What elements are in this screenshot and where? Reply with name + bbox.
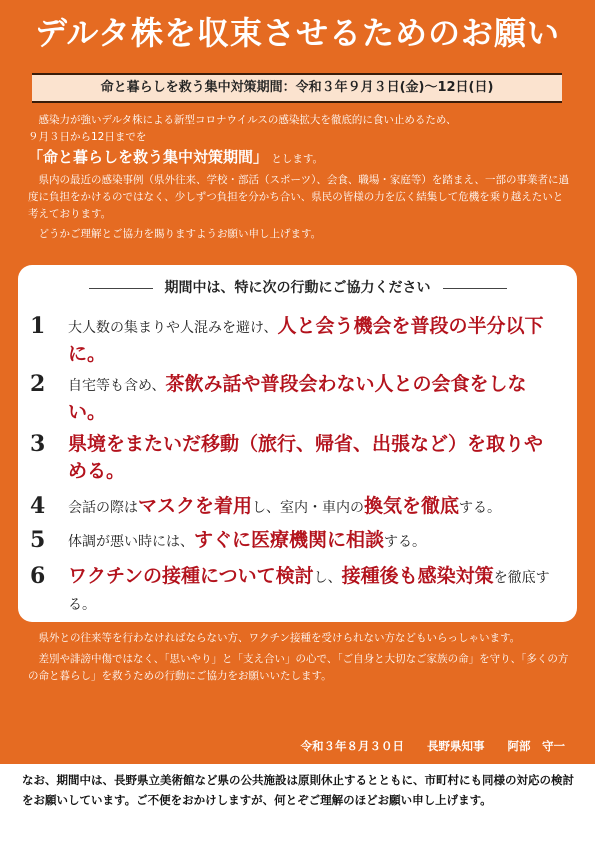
- closing-paragraph-2: 差別や誹謗中傷ではなく、「思いやり」と「支え合い」の心で、「ご自身と大切なご家族の命」を守り、「多くの方の命と暮らし」を救うための行動にご協力をお願いいたします。: [28, 653, 569, 682]
- item-number: 1: [30, 313, 46, 339]
- item-text: [68, 371, 560, 426]
- intro-line-2: ９月３日から12日までを: [28, 131, 147, 143]
- period-name: 「命と暮らしを救う集中対策期間」: [28, 148, 269, 166]
- card-heading-text: 期間中は、特に次の行動にご協力ください: [164, 280, 431, 296]
- item-plain-text: する。: [459, 500, 502, 516]
- item-emphasis-text: 接種後も感染対策: [341, 565, 494, 587]
- page-title: デルタ株を収束させるためのお願い: [34, 14, 561, 52]
- item-emphasis-text: 県境をまたいだ移動（旅行、帰省、出張など）を取りやめる。: [68, 433, 544, 482]
- intro-line-1: 感染力が強いデルタ株による新型コロナウイルスの感染拡大を徹底的に食い止めるため、: [38, 114, 457, 126]
- period-suffix: とします。: [271, 153, 324, 165]
- intro-paragraph-2: 県内の最近の感染事例（県外往来、学校・部活（スポーツ）、会食、職場・家庭等）を踏まえ、一部の事業者に過度に負担をかけるのではなく、少しずつ負担を分かち合い、県民の皆様の力を広く結集して危機を乗り越えたいと考えております。: [28, 174, 569, 220]
- item-emphasis-text: ワクチンの接種について検討: [68, 565, 314, 587]
- item-text: [68, 563, 560, 618]
- signature: 令和３年８月３０日 長野県知事 阿部 守一: [300, 739, 565, 753]
- intro-period-line: [28, 149, 573, 168]
- item-plain-text: 大人数の集まりや人混みを避け、: [68, 320, 278, 336]
- request-card: [18, 265, 577, 622]
- closing-paragraph-1: 県外との往来等を行わなければならない方、ワクチン接種を受けられない方などもいらっしゃいます。: [38, 632, 521, 644]
- item-text: [68, 527, 560, 555]
- item-emphasis-text: 茶飲み話や普段会わない人との会食をしない。: [68, 373, 527, 423]
- heading-rule-left: [89, 288, 153, 289]
- card-heading: [18, 277, 577, 297]
- item-emphasis-text: 換気を徹底: [364, 495, 460, 517]
- intro-section: [28, 112, 573, 243]
- item-text: [68, 313, 560, 368]
- item-number: 5: [30, 527, 46, 553]
- item-number: 2: [30, 371, 46, 397]
- item-number: 6: [30, 563, 46, 589]
- item-emphasis-text: 人と会う機会を普段の半分以下に。: [68, 315, 544, 365]
- item-emphasis-text: マスクを着用: [138, 495, 253, 517]
- item-plain-text: 自宅等も含め、: [68, 378, 166, 394]
- item-plain-text: 体調が悪い時には、: [68, 534, 194, 550]
- item-text: [68, 493, 560, 521]
- heading-rule-right: [443, 288, 507, 289]
- item-plain-text: 会話の際は: [68, 500, 138, 516]
- item-emphasis-text: すぐに医療機関に相談: [194, 529, 385, 551]
- item-plain-text: し、室内・車内の: [252, 500, 365, 516]
- period-banner: 命と暮らしを救う集中対策期間：令和３年９月３日(金)～12日(日): [32, 73, 562, 103]
- footer-note: なお、期間中は、長野県立美術館など県の公共施設は原則休止するとともに、市町村にも同様の対応の検討をお願いしています。ご不便をおかけしますが、何とぞご理解のほどお願い申し上げます。: [22, 773, 574, 807]
- item-plain-text: を徹底する。: [68, 570, 550, 613]
- intro-paragraph-3: どうかご理解とご協力を賜りますようお願い申し上げます。: [38, 228, 322, 240]
- closing-section: [28, 630, 573, 689]
- item-number: 4: [30, 493, 46, 519]
- item-text: [68, 431, 560, 485]
- item-plain-text: する。: [384, 534, 427, 550]
- item-plain-text: し、: [313, 570, 342, 586]
- item-number: 3: [30, 431, 46, 457]
